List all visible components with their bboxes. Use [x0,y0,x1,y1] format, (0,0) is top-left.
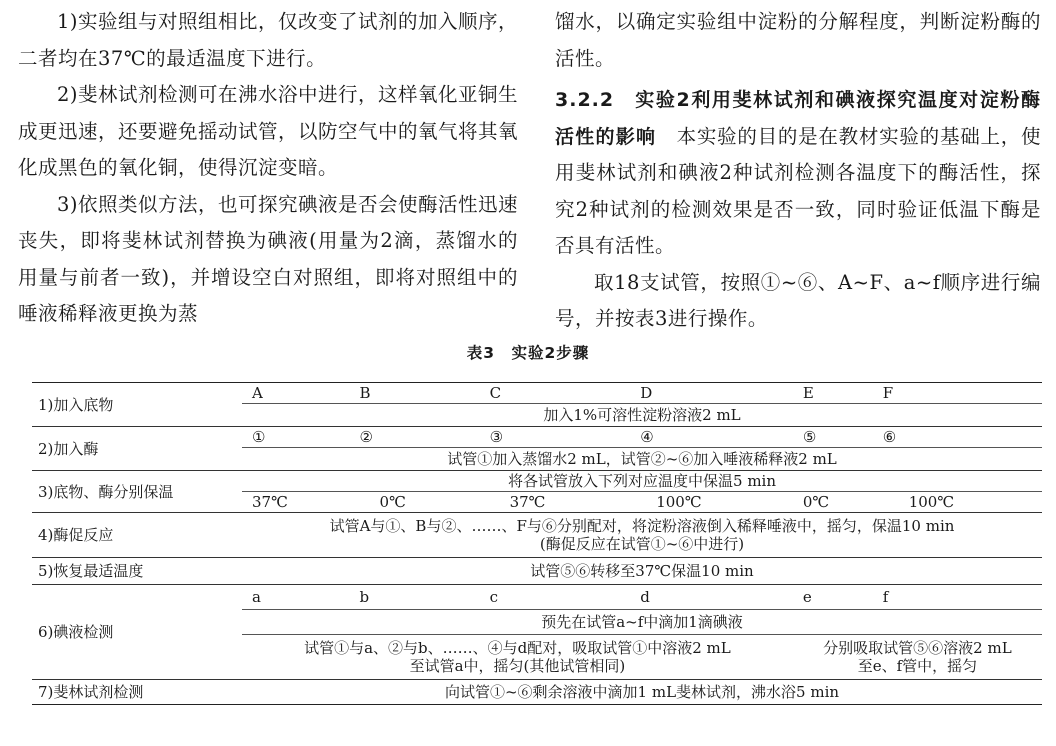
temp-value: 100℃ [656,493,702,511]
cell-text: 预先在试管a~f中滴加1滴碘液 [242,610,1042,635]
table-caption: 表3 实验2步骤 [466,344,590,362]
temp-value: 0℃ [802,493,830,511]
temp-value: 37℃ [252,493,288,511]
table-row [32,558,1042,585]
tube-label: d [630,585,793,610]
row-label: 5)恢复最适温度 [32,558,242,585]
left-column [18,4,518,333]
cell-line: 试管A与①、B与②、……、F与⑥分别配对，将淀粉溶液倒入稀释唾液中，摇匀，保温10 min [329,517,955,535]
row-label: 3)底物、酶分别保温 [32,471,242,513]
cell-text: 加入1%可溶性淀粉溶液2 mL [543,406,741,424]
steps-table [32,382,1042,705]
tube-label: D [630,383,793,404]
table-row [32,383,1042,404]
section-heading: 3.2.2 实验2利用斐林试剂和碘液探究温度对淀粉酶活性的影响 [555,89,1041,148]
tube-label: A [242,383,350,404]
cell-text [793,635,1042,680]
temp-value: 0℃ [379,493,406,511]
cell-text: 将各试管放入下列对应温度中保温5 min [242,471,1042,492]
paragraph-2: 2)斐林试剂检测可在沸水浴中进行，这样氧化亚铜生成更迅速，还要避免摇动试管，以防空气中的氧气将其氧化成黑色的氧化铜，使得沉淀变暗。 [18,83,519,179]
tube-label: f [873,585,1042,610]
tube-label: ⑤ [793,427,873,448]
row-label: 6)碘液检测 [32,585,242,680]
cell-text: 试管⑤⑥转移至37℃保温10 min [242,558,1042,585]
cell-line: 至试管a中，摇匀(其他试管相同) [409,657,626,675]
paragraph-continuation: 馏水，以确定实验组中淀粉的分解程度，判断淀粉酶的活性。 [555,10,1041,70]
tube-label: ② [350,427,480,448]
temp-value: 100℃ [908,493,955,511]
section-body: 本实验的目的是在教材实验的基础上，使用斐林试剂和碘液2种试剂检测各温度下的酶活性，探究2种试剂的检测效果是否一致，同时验证低温下酶是否具有活性。 [555,124,1041,257]
cell-line: 分别吸取试管⑤⑥溶液2 mL [823,639,1012,657]
tube-label: e [793,585,873,610]
tube-label: c [480,585,631,610]
tube-label: ⑥ [873,427,1042,448]
table-row [32,680,1042,705]
tube-label: B [350,383,480,404]
tube-label: a [242,585,350,610]
cell-line: 试管①与a、②与b、……、④与d配对，吸取试管①中溶液2 mL [304,639,731,657]
tube-label: ① [242,427,350,448]
paragraph-3: 3)依照类似方法，也可探究碘液是否会使酶活性迅速丧失，即将斐林试剂替换为碘液(用量为2滴，蒸馏水的用量与前者一致)，并增设空白对照组，即将对照组中的唾液稀释液更换为蒸 [18,192,519,325]
table-row [32,471,1042,492]
row-label: 4)酶促反应 [32,513,242,558]
tube-label: F [873,383,1042,404]
temp-value: 37℃ [509,493,546,511]
row-label: 1)加入底物 [32,383,242,427]
paragraph-numbering: 取18支试管，按照①~⑥、A~F、a~f顺序进行编号，并按表3进行操作。 [555,270,1041,330]
cell-text: 试管①加入蒸馏水2 mL，试管②~⑥加入唾液稀释液2 mL [447,450,837,468]
tube-label: ④ [630,427,793,448]
table-row [32,585,1042,610]
tube-label: b [350,585,480,610]
tube-label: ③ [480,427,631,448]
cell-text [242,513,1042,558]
paragraph-1: 1)实验组与对照组相比，仅改变了试剂的加入顺序，二者均在37℃的最适温度下进行。 [18,10,519,70]
table-row [32,427,1042,448]
row-label: 7)斐林试剂检测 [32,680,242,705]
table-row [32,513,1042,558]
cell-text [242,635,793,680]
right-column [555,4,1041,338]
tube-label: E [793,383,873,404]
section-3-2-2 [555,82,1041,265]
tube-label: C [480,383,631,404]
cell-line: 至e、f管中，摇匀 [857,657,978,675]
cell-text: 向试管①~⑥剩余溶液中滴加1 mL斐林试剂，沸水浴5 min [242,680,1042,705]
cell-line: (酶促反应在试管①~⑥中进行) [539,535,745,553]
row-label: 2)加入酶 [32,427,242,471]
